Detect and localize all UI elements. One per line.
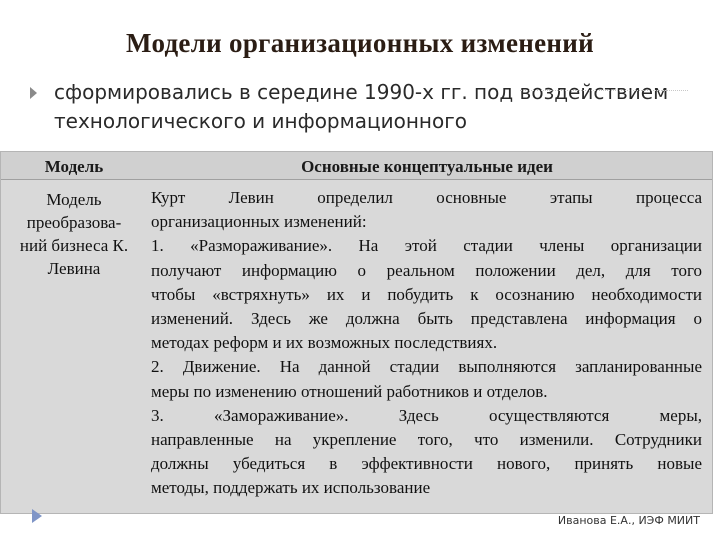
idea-line: методах реформ и их возможных последствиях. [151, 333, 498, 353]
decorative-divider [520, 90, 688, 91]
model-cell [1, 188, 147, 280]
idea-line: методы, поддержать их использование [151, 478, 431, 498]
idea-line: организационных изменений: [151, 212, 367, 232]
footer-author: Иванова Е.А., ИЭФ МИИТ [557, 514, 700, 527]
idea-line: получают информацию о реальном положении дел, для того [151, 260, 702, 280]
ideas-cell [151, 186, 702, 501]
idea-line: 2. Движение. На данной стадии выполняются запланированные [151, 357, 702, 377]
idea-line: 1. «Размораживание». На этой стадии члены организации [151, 236, 702, 256]
bullet-point [30, 78, 690, 136]
header-ideas: Основные концептуальные идеи [301, 157, 553, 176]
model-line: ний бизнеса К. [19, 236, 129, 255]
model-line: Левина [47, 259, 101, 278]
model-line: Модель [46, 190, 102, 209]
idea-line: направленные на укрепление того, что изменили. Сотрудники [151, 430, 702, 450]
idea-line: 3. «Замораживание». Здесь осуществляются меры, [151, 405, 702, 425]
bullet-text: сформировались в середине 1990-х гг. под воздействием технологического и информационного [54, 80, 669, 133]
model-line: преобразова- [26, 213, 122, 232]
idea-line: Курт Левин определил основные этапы процесса [151, 188, 702, 207]
models-table [0, 151, 713, 514]
idea-line: изменений. Здесь же должна быть представлена информация о [151, 309, 702, 329]
header-model: Модель [44, 157, 104, 176]
table-header [1, 152, 712, 180]
idea-line: чтобы «встряхнуть» их и побудить к осознанию необходимости [151, 284, 702, 304]
slide-title: Модели организационных изменений [126, 28, 594, 58]
idea-line: меры по изменению отношений работников и отделов. [151, 381, 548, 401]
idea-line: должны убедиться в эффективности нового, принять новые [151, 454, 702, 474]
triangle-bullet-icon [30, 87, 37, 99]
play-arrow-icon[interactable] [32, 509, 42, 523]
